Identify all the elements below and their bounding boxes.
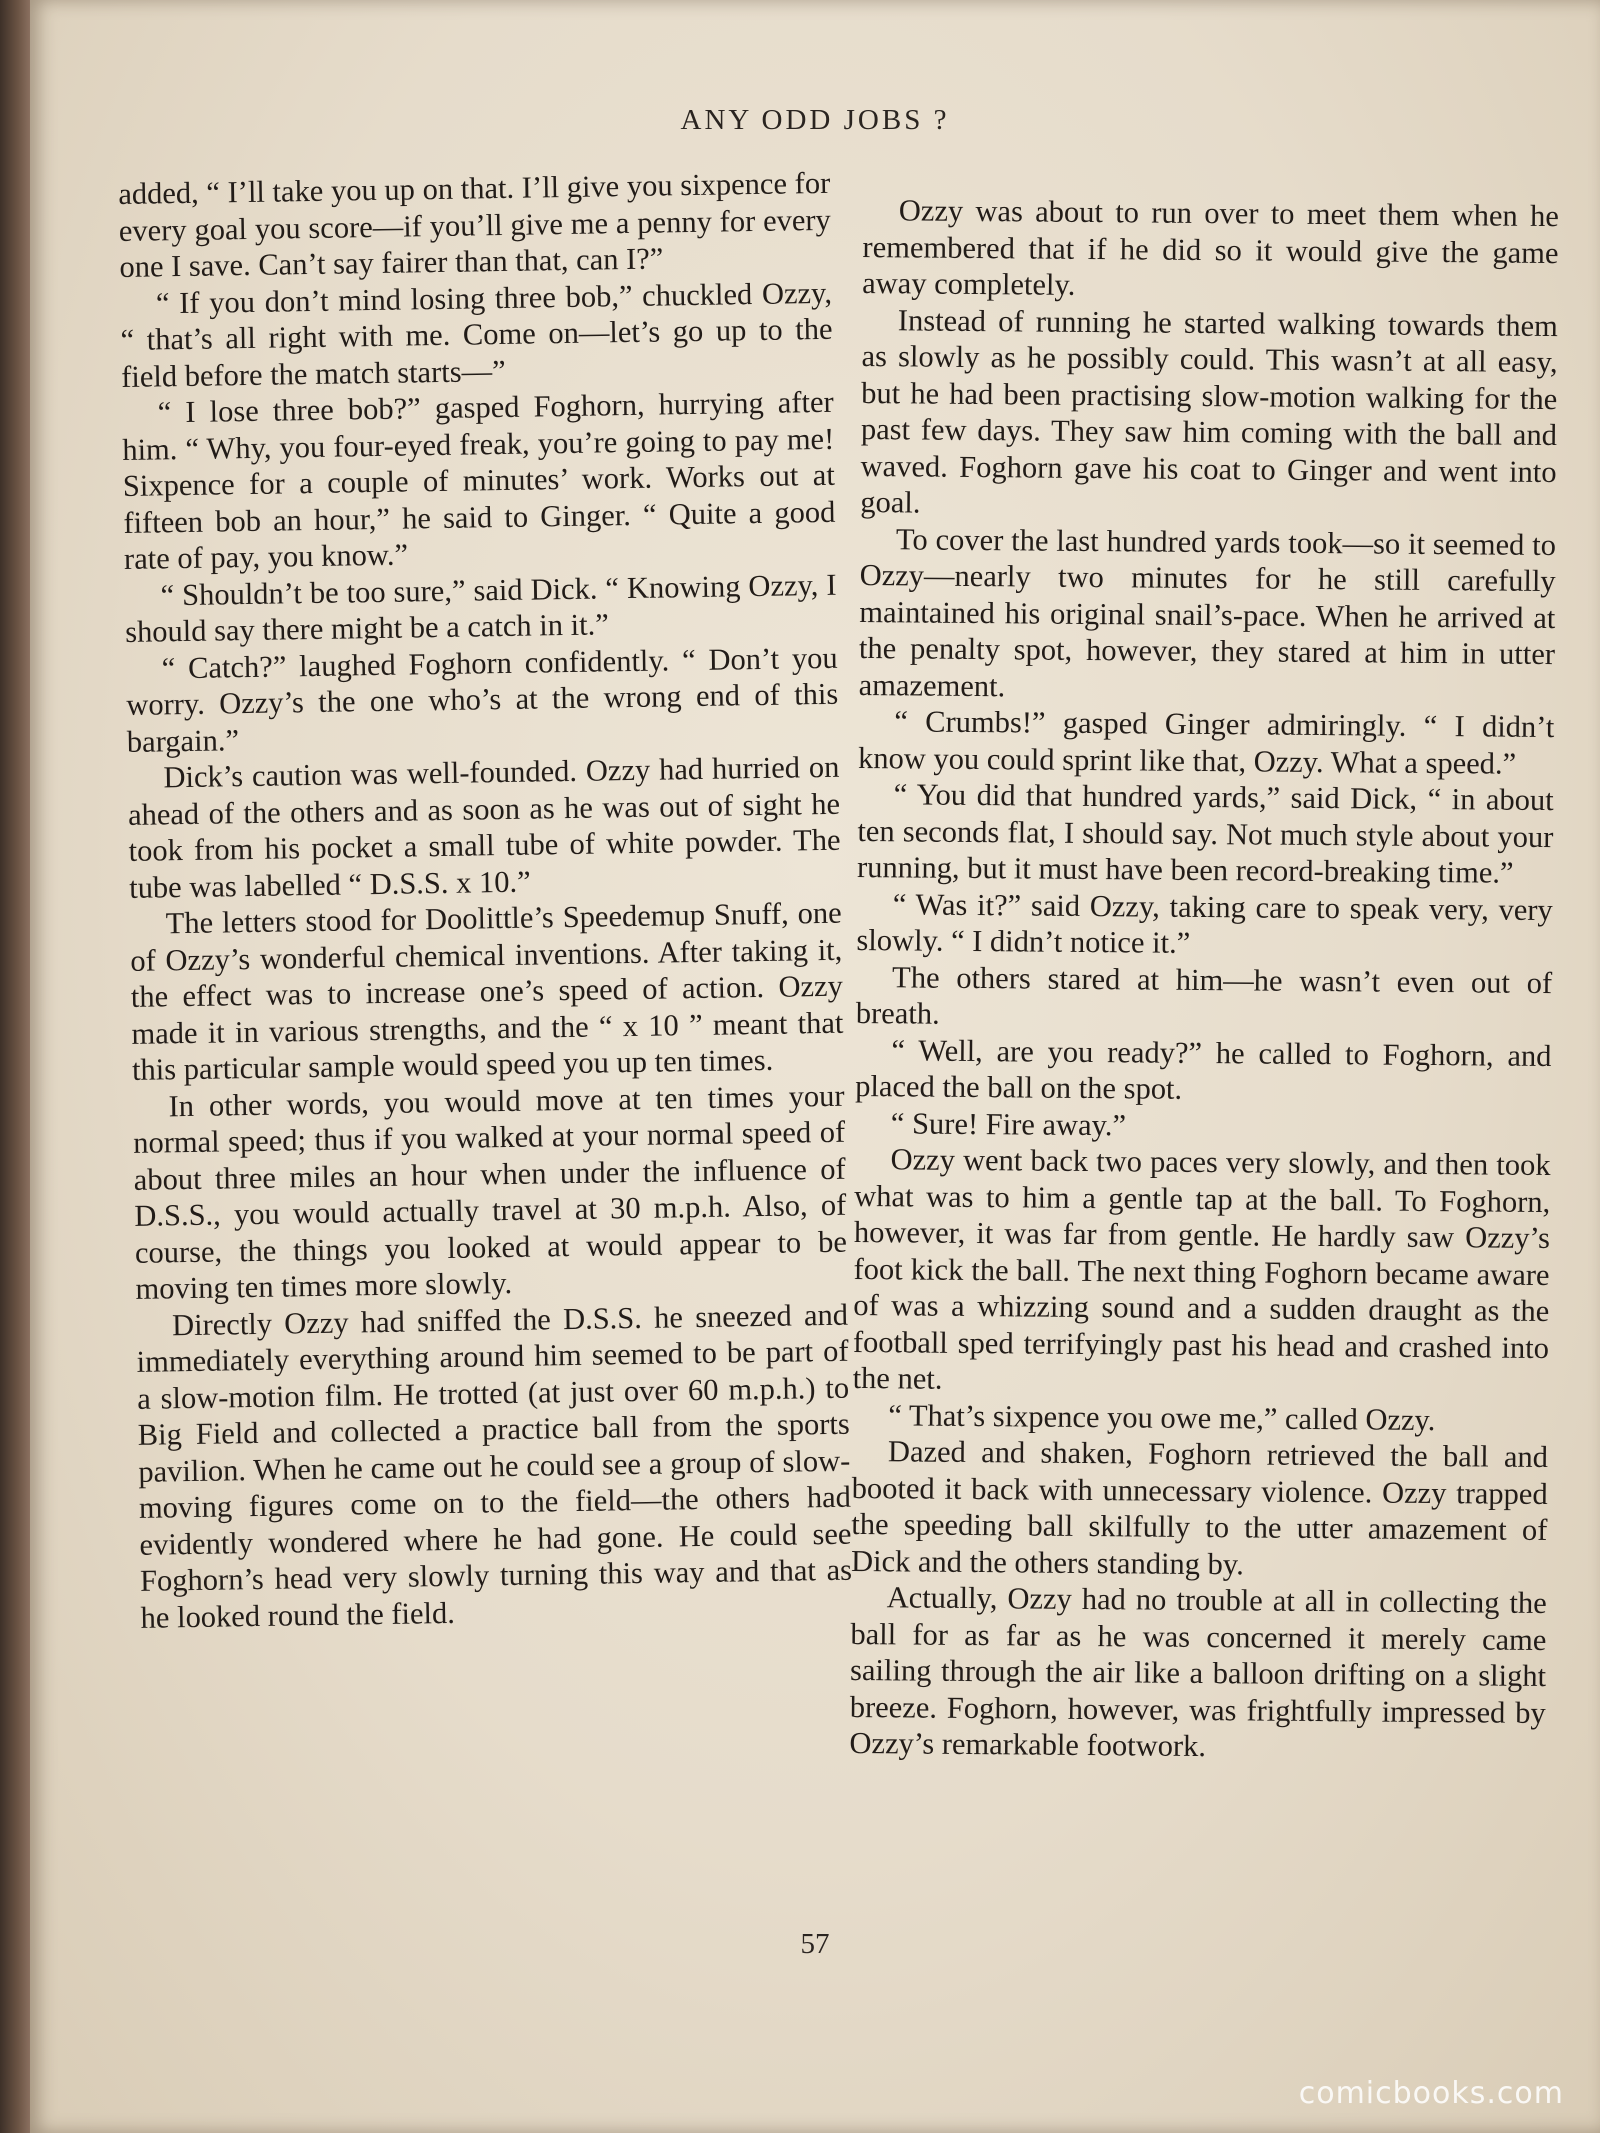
paragraph: “ I lose three bob?” gasped Foghorn, hurrying after him. “ Why, you four-eyed freak, you’re going to pay me! Sixpence for a couple of minutes’ work. Works out at fifteen bob an hour,” he said to Ginger. “ Quite a good rate of pay, you know.”	[122, 384, 836, 576]
paragraph: “ If you don’t mind losing three bob,” chuckled Ozzy, “ that’s all right with me. Come on—let’s go up to the field before the match starts—”	[120, 275, 833, 394]
paragraph: The letters stood for Doolittle’s Speedemup Snuff, one of Ozzy’s wonderful chemical inventions. After taking it, the effect was to increase one’s speed of action. Ozzy made it in various strengths, and the “ x 10 ” meant that this particular sample would speed you up ten times.	[130, 895, 844, 1087]
paragraph: Actually, Ozzy had no trouble at all in collecting the ball for as far as he was concerned it merely came sailing through the air like a balloon drifting on a slight breeze. Foghorn, however, was frightfully impressed by Ozzy’s remarkable footwork.	[849, 1580, 1547, 1764]
paragraph: Directly Ozzy had sniffed the D.S.S. he sneezed and immediately everything around him seemed to be part of a slow-motion film. He trotted (at just over 60 m.p.h.) to Big Field and collected a practice ball from the sports pavilion. When he came out he could see a group of slow-moving figures come on to the field—the others had evidently wondered where he had gone. He could see Foghorn’s head very slowly turning this way and that as he looked round the field.	[136, 1297, 853, 1635]
paragraph: “ Was it?” said Ozzy, taking care to speak very, very slowly. “ I didn’t notice it.”	[856, 886, 1553, 960]
paragraph: “ Catch?” laughed Foghorn confidently. “ Don’t you worry. Ozzy’s the one who’s at the wrong end of this bargain.”	[126, 640, 839, 759]
paragraph: The others stared at him—he wasn’t even out of breath.	[855, 959, 1553, 1031]
paragraph: “ Sure! Fire away.”	[890, 1105, 1127, 1142]
paragraph: Dazed and shaken, Foghorn retrieved the ball and booted it back with unnecessary violence. Ozzy trapped the speeding ball skilfully to the utter amazement of Dick and the others standing by.	[850, 1434, 1549, 1581]
paragraph: “ Well, are you ready?” he called to Foghorn, and placed the ball on the spot.	[855, 1032, 1552, 1106]
paragraph: added, “ I’ll take you up on that. I’ll give you sixpence for every goal you score—if you’ll give me a penny for every one I save. Can’t say fairer than that, can I?”	[118, 165, 832, 284]
site-watermark: comicbooks.com	[1298, 2076, 1564, 2111]
paragraph: To cover the last hundred yards took—so it seemed to Ozzy—nearly two minutes for he still carefully maintained his original snail’s-pace. When he arrived at the penalty spot, however, they stared at him in utter amazement.	[858, 521, 1557, 703]
paragraph: “ You did that hundred yards,” said Dick, “ in about ten seconds flat, I should say. Not much style about your running, but it must have been record-breaking time.”	[856, 777, 1554, 890]
paragraph: Dick’s caution was well-founded. Ozzy had hurried on ahead of the others and as soon as he was out of sight he took from his pocket a small tube of white powder. The tube was labelled “ D.S.S. x 10.”	[127, 749, 841, 905]
paragraph: In other words, you would move at ten times your normal speed; thus if you walked at your normal speed of about three miles an hour when under the influence of D.S.S., you would actually travel at 30 m.p.h. Also, of course, the things you looked at would appear to be moving ten times more slowly.	[132, 1078, 848, 1306]
paragraph: Ozzy was about to run over to meet them when he remembered that if he did so it would give the game away completely.	[862, 193, 1559, 302]
page-number: 57	[800, 1928, 830, 1960]
paragraph: Instead of running he started walking towards them as slowly as he possibly could. This wasn’t at all easy, but he had been practising slow-motion walking for the past few days. They saw him coming with the ball and waved. Foghorn gave his coat to Ginger and went into goal.	[860, 302, 1559, 520]
paragraph: “ That’s sixpence you owe me,” called Ozzy.	[888, 1397, 1436, 1437]
paragraph: “ Shouldn’t be too sure,” said Dick. “ Knowing Ozzy, I should say there might be a catch in it.”	[124, 567, 837, 649]
right-column	[849, 192, 1559, 1768]
book-spine	[0, 0, 30, 2133]
paragraph: Ozzy went back two paces very slowly, and then took what was to him a gentle tap at the ball. To Foghorn, however, it was far from gentle. He hardly saw Ozzy’s foot kick the ball. The next thing Foghorn became aware of was a whizzing sound and a sudden draught as the football sped terrifyingly past his head and crashed into the net.	[852, 1142, 1551, 1396]
left-column	[118, 165, 853, 1636]
paragraph: “ Crumbs!” gasped Ginger admiringly. “ I didn’t know you could sprint like that, Ozzy. What a speed.”	[857, 704, 1555, 781]
book-page	[30, 0, 1600, 2133]
running-header: ANY ODD JOBS ?	[680, 104, 950, 136]
